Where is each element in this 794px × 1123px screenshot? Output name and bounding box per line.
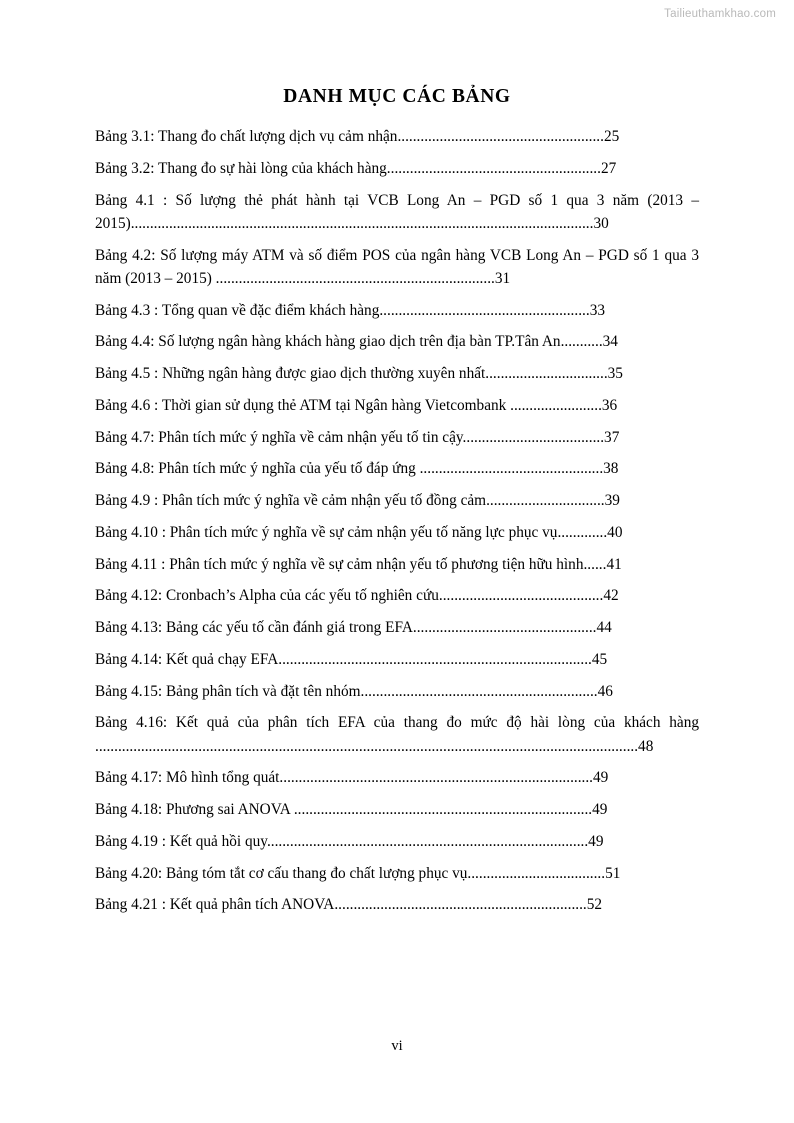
toc-leader-dots: .............................................................................. [290,801,593,818]
toc-entry-page: 39 [604,492,620,509]
toc-entry-text: Bảng 4.5 : Những ngân hàng được giao dịch thường xuyên nhất [95,365,486,382]
toc-entry-page: 46 [597,682,613,700]
toc-entry[interactable] [95,711,699,758]
toc-entry-page: 33 [589,301,605,319]
toc-leader-dots: .................................... [467,864,606,882]
page-title: DANH MỤC CÁC BẢNG [283,86,511,107]
toc-entry-page: 40 [607,523,623,541]
toc-entry-text: Bảng 3.2: Thang đo sự hài lòng của khách hàng [95,159,387,177]
toc-leader-dots: ............. [557,523,608,541]
toc-entry-text: Bảng 4.19 : Kết quả hồi quy [95,832,267,850]
toc-leader-dots: ..................................... [462,428,605,446]
toc-entry-text: Bảng 4.8: Phân tích mức ý nghĩa của yếu tố đáp ứng [95,460,416,478]
watermark-text: Tailieuthamkhao.com [664,8,776,20]
toc-leader-dots: ................................................ [412,619,597,636]
toc-entry-page: 49 [592,801,608,818]
toc-entry-text: Bảng 4.10 : Phân tích mức ý nghĩa về sự cảm nhận yếu tố năng lực phục vụ [95,523,558,541]
toc-leader-dots: ........................ [506,396,602,414]
toc-entry[interactable] [95,616,699,639]
footer-page-number: vi [391,1038,403,1054]
toc-entry-page: 49 [588,832,604,850]
toc-leader-dots: ........................................... [438,587,604,605]
toc-entry-page: 52 [586,896,603,914]
toc-leader-dots: ....................................................... [379,301,590,319]
toc-entry-text: Bảng 4.7: Phân tích mức ý nghĩa về cảm nhận yếu tố tin cậy [95,428,463,446]
toc-entry-text: Bảng 4.21 : Kết quả phân tích ANOVA [95,896,335,914]
toc-leader-dots: ...................................................... [397,128,604,145]
toc-entry[interactable] [95,299,699,322]
toc-entry-page: 27 [600,159,617,177]
toc-leader-dots: ......................................................................... [211,269,495,287]
toc-entry[interactable] [95,457,699,480]
toc-entry[interactable] [95,766,699,789]
toc-entry-page: 25 [603,128,620,145]
toc-entry-page: 44 [596,619,612,636]
toc-entry[interactable] [95,862,699,885]
toc-entry[interactable] [95,521,699,544]
toc-entry-page: 48 [638,737,654,755]
table-of-contents [95,125,699,917]
document-content [95,86,699,925]
toc-entry[interactable] [95,553,699,576]
toc-entry-text: Bảng 4.1 : Số lượng thẻ phát hành tại VCB Long An – PGD số 1 qua 3 năm (2013 – 2015) [95,191,699,232]
toc-entry[interactable] [95,244,699,291]
toc-entry-text: Bảng 4.18: Phương sai ANOVA [95,801,291,818]
toc-entry-page: 31 [494,269,511,287]
toc-entry-text: Bảng 4.13: Bảng các yếu tố cần đánh giá trong EFA [95,619,413,636]
toc-leader-dots: .................................................................................... [266,832,589,850]
toc-entry[interactable] [95,362,699,385]
toc-entry-page: 35 [607,365,623,382]
toc-entry[interactable] [95,648,699,671]
toc-entry[interactable] [95,798,699,821]
toc-leader-dots: ......................................................................................................................... [130,214,594,232]
toc-entry[interactable] [95,584,699,607]
toc-leader-dots: .................................................................................. [279,769,594,787]
toc-leader-dots: .............................................................. [360,682,598,700]
toc-leader-dots: ................................................ [415,460,604,478]
toc-entry[interactable] [95,680,699,703]
toc-leader-dots: ...... [583,555,607,573]
toc-entry-text: Bảng 3.1: Thang đo chất lượng dịch vụ cảm nhận [95,128,398,145]
toc-entry[interactable] [95,830,699,853]
toc-entry-text: Bảng 4.17: Mô hình tổng quát [95,769,280,787]
toc-entry-page: 38 [603,460,619,478]
toc-entry-text: Bảng 4.15: Bảng phân tích và đặt tên nhóm [95,682,361,700]
toc-leader-dots: ........................................................ [386,159,601,177]
toc-entry-text: Bảng 4.9 : Phân tích mức ý nghĩa về cảm nhận yếu tố đồng cảm [95,492,487,509]
toc-leader-dots: ........... [560,333,603,351]
toc-leader-dots: ............................... [486,492,605,509]
toc-entry-text: Bảng 4.3 : Tổng quan về đặc điểm khách hàng [95,301,380,319]
toc-entry-text: Bảng 4.12: Cronbach’s Alpha của các yếu tố nghiên cứu [95,587,439,605]
toc-entry-text: Bảng 4.6 : Thời gian sử dụng thẻ ATM tại Ngân hàng Vietcombank [95,396,507,414]
toc-entry[interactable] [95,426,699,449]
toc-entry-page: 42 [603,587,619,605]
toc-entry-text: Bảng 4.16: Kết quả của phân tích EFA của thang đo mức độ hài lòng của khách hàng [95,714,699,732]
toc-entry-page: 51 [605,864,621,882]
toc-entry[interactable] [95,125,699,148]
toc-entry-page: 41 [606,555,622,573]
toc-entry-page: 34 [602,333,618,351]
toc-leader-dots: ................................ [485,365,608,382]
toc-entry-page: 36 [601,396,618,414]
toc-entry-text: Bảng 4.14: Kết quả chạy EFA [95,650,279,668]
toc-entry[interactable] [95,394,699,417]
toc-leader-dots: .................................................................. [334,896,587,914]
toc-entry-text: Bảng 4.4: Số lượng ngân hàng khách hàng giao dịch trên địa bàn TP.Tân An [95,333,561,351]
toc-entry-page: 45 [591,650,608,668]
toc-entry[interactable] [95,330,699,353]
toc-entry-text: Bảng 4.20: Bảng tóm tắt cơ cấu thang đo chất lượng phục vụ [95,864,468,882]
toc-entry[interactable] [95,189,699,236]
toc-entry-page: 37 [604,428,620,446]
toc-entry-text: Bảng 4.2: Số lượng máy ATM và số điểm POS của ngân hàng VCB Long An – PGD số 1 qua 3 năm (2013 – 2015) [95,246,699,287]
toc-leader-dots: .............................................................................................................................................. [95,737,639,755]
toc-leader-dots: .................................................................................. [278,650,592,668]
toc-entry-page: 49 [593,769,609,787]
toc-entry[interactable] [95,157,699,180]
toc-entry-page: 30 [593,214,609,232]
toc-entry-text: Bảng 4.11 : Phân tích mức ý nghĩa về sự cảm nhận yếu tố phương tiện hữu hình [95,555,584,573]
toc-entry[interactable] [95,893,699,916]
toc-entry[interactable] [95,489,699,512]
